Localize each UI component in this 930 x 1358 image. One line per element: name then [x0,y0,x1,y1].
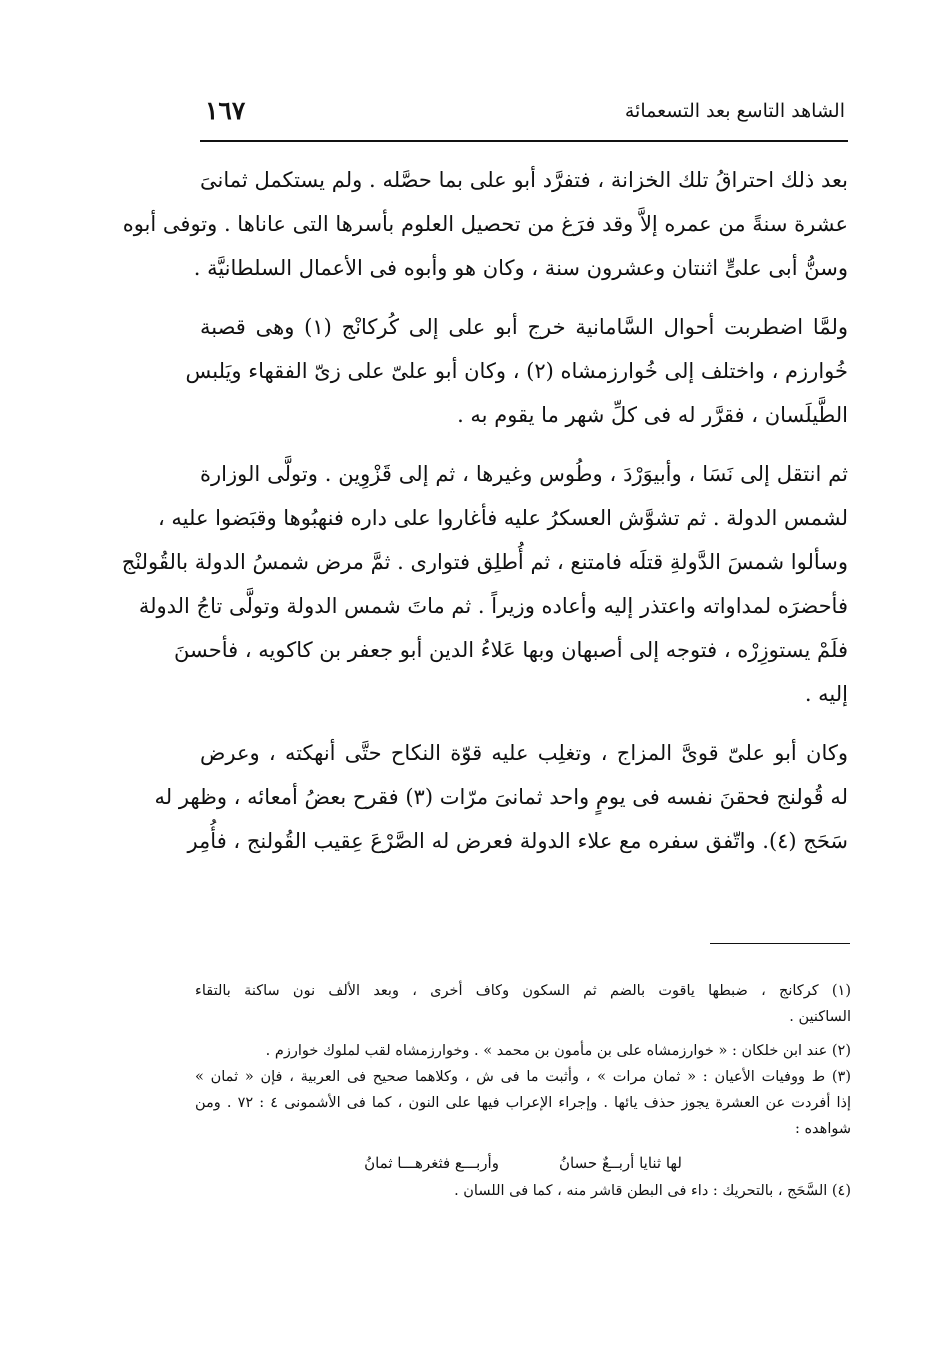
footnote-separator [710,943,850,944]
text-line: فأحضرَه لمداواته واعتذر إليه وأعاده وزيراً . ثم ماتَ شمس الدولة وتولَّى تاجُ الدولة [138,594,848,618]
text-line: خُوارزم ، واختلف إلى خُوارزمشاه (٢) ، وكان أبو علىّ على زىّ الفقهاء ويَلبس [185,359,848,383]
footnotes [195,978,851,1204]
text-line: وكان أبو علىّ قوىَّ المزاج ، وتغلِب عليه قوّة النكاح حتَّى أنهكته ، وعرض [200,741,848,765]
paragraph-1 [122,158,848,290]
footnote-3 [195,1064,851,1142]
footnote-line: (٤) السَّحَج ، بالتحريك : داء فى البطن قاشر منه ، كما فى اللسان . [454,1183,851,1199]
running-head [205,96,845,132]
footnote-line: الساكنين . [789,1009,851,1025]
footnote-gap [195,1030,851,1038]
footnote-line: (٣) ط ووفيات الأعيان : « ثمان مرات » ، وأثبت ما فى ش ، وكلاهما صحيح فى العربية ، فإن « ثمان » [195,1069,851,1085]
text-line: له قُولنج فحقنَ نفسه فى يومٍ واحد ثمانىَ مرّات (٣) فقرح بعضُ أمعائه ، وظهر له [154,785,848,809]
footnote-line: (٢) عند ابن خلكان : « خوارزمشاه على بن مأمون بن محمد » . وخوارزمشاه لقب لملوك خوارزم . [265,1043,851,1059]
paragraph-2 [185,305,848,437]
footnote-4 [195,1178,851,1204]
poetry-verse [195,1148,851,1178]
verse-first-hemistich: لها ثنايا أربــعٌ حسانُ [558,1154,682,1172]
footnote-line: (١) كركانج ، ضبطها ياقوت بالضم ثم السكون وكاف أخرى ، وبعد الألف نون ساكنة بالتقاء [195,983,851,999]
text-line: وسنُّ أبى علىٍّ اثنتان وعشرون سنة ، وكان هو وأبوه فى الأعمال السلطانيَّة . [193,256,848,280]
main-text [121,158,848,878]
text-line: لشمس الدولة . ثم تشوَّش العسكرُ عليه فأغاروا على داره فنهبُوها وقبَضوا عليه ، [157,506,848,530]
footnote-line: شواهده : [794,1121,851,1137]
text-line: فلَمْ يستوزِرْه ، فتوجه إلى أصبهان وبها عَلاءُ الدين أبو جعفر بن كاكويه ، فأحسنَ [174,638,848,662]
text-line: عشرة سنةً من عمره إلاَّ وقد فرَغ من تحصيل العلوم بأسرها التى عاناها . وتوفى أبوه [122,212,848,236]
text-line: وسألوا شمسَ الدَّولةِ قتلَه فامتنع ، ثم أُطلِق فتوارى . ثمَّ مرض شمسُ الدولة بالقُولنْج [121,550,848,574]
footnote-1 [195,978,851,1030]
footnote-line: إذا أفردت عن العشرة يجوز حذف يائها . وإجراء الإعراب فيها على النون ، كما فى الأشمونى ٤ : ٧٢ . ومن [195,1095,851,1111]
footnote-2 [195,1038,851,1064]
text-line: ثم انتقل إلى نَسَا ، وأبيوَرْدَ ، وطُوس وغيرها ، ثم إلى قَزْوِين . وتولَّى الوزارة [200,462,848,486]
text-line: ولمَّا اضطربت أحوال السَّامانية خرج أبو على إلى كُركانْج (١) وهى قصبة [200,315,848,339]
text-line: بعد ذلك احتراقُ تلك الخزانة ، فتفرَّد أبو على بما حصَّله . ولم يستكمل ثمانىَ [200,168,848,192]
verse-second-hemistich: وأربـــع فثغرهـــا ثمانُ [364,1154,499,1172]
header-rule [200,140,848,142]
paragraph-4 [154,731,848,863]
text-line: الطَّيلَسان ، فقرَّر له فى كلِّ شهر ما يقوم به . [457,403,848,427]
text-line: سَحَج (٤). واتّفق سفره مع علاء الدولة فعرض له الصَّرْعَ عِقيب القُولنج ، فأُمِر [187,829,848,853]
running-title: الشاهد التاسع بعد التسعمائة [624,100,845,122]
paragraph-3 [121,452,848,716]
text-line: إليه . [804,682,848,706]
page-number: ١٦٧ [205,96,246,125]
